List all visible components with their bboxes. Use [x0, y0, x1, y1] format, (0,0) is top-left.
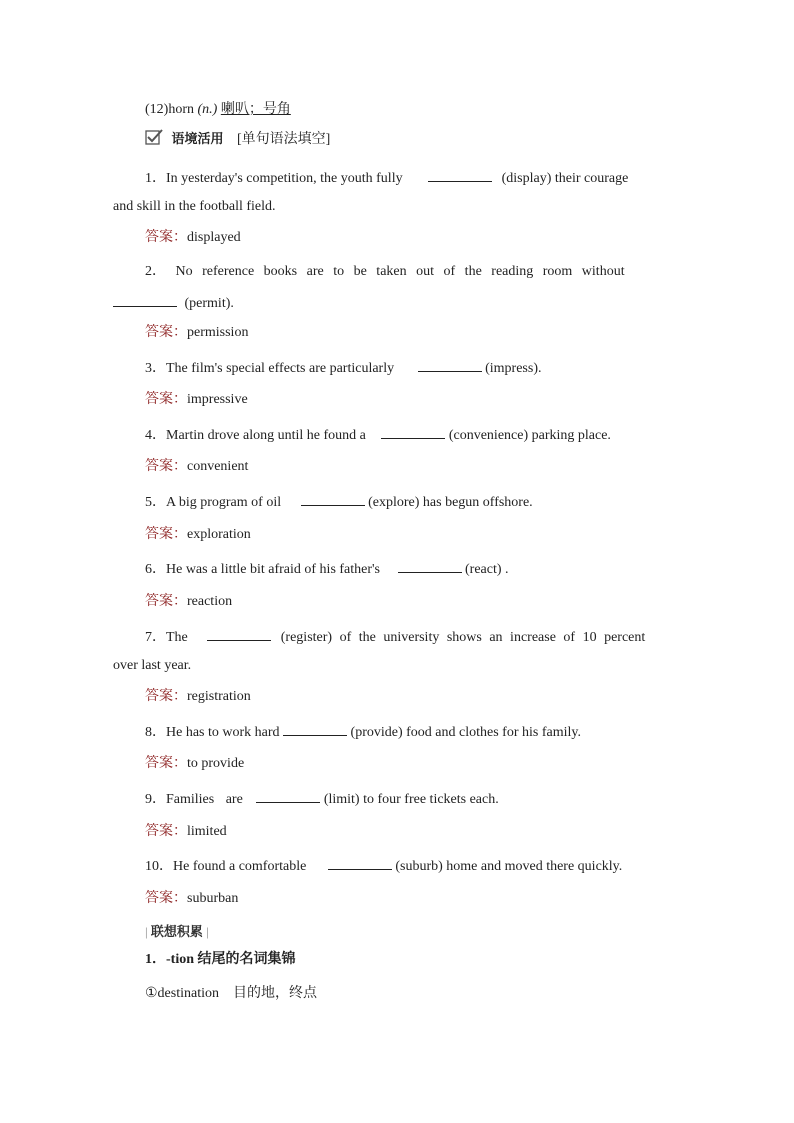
answer-blank [328, 856, 392, 870]
answer-9 [145, 823, 227, 841]
question-text: 8．He has to work hard [145, 725, 280, 740]
answer-label: 答案： [145, 594, 187, 609]
divider-left: | [145, 924, 148, 939]
question-8 [145, 722, 581, 742]
answer-value: permission [187, 325, 249, 340]
question-9 [145, 789, 499, 809]
section-title: 语境活用 [171, 131, 224, 146]
question-1 [145, 168, 628, 188]
question-text: 9．Families are [145, 792, 243, 807]
answer-label: 答案： [145, 527, 187, 542]
question-text: 1．In yesterday's competition, the youth fully [145, 171, 403, 186]
answer-4 [145, 458, 248, 476]
answer-label: 答案： [145, 325, 187, 340]
answer-value: to provide [187, 756, 245, 771]
association-heading [145, 921, 209, 940]
answer-3 [145, 391, 248, 409]
vocab-pos: (n.) [197, 102, 218, 117]
question-hint: (permit). [184, 296, 234, 311]
answer-label: 答案： [145, 459, 187, 474]
checkmark-icon [145, 128, 163, 146]
answer-label: 答案： [145, 756, 187, 771]
answer-1 [145, 229, 241, 247]
question-hint: (limit) to four free tickets each. [323, 792, 499, 807]
answer-10 [145, 890, 238, 908]
question-6 [145, 559, 509, 579]
answer-label: 答案： [145, 689, 187, 704]
answer-label: 答案： [145, 824, 187, 839]
answer-blank [381, 425, 445, 439]
answer-blank [256, 789, 320, 803]
question-3 [145, 358, 542, 378]
answer-value: limited [187, 824, 227, 839]
question-hint: (impress). [485, 361, 542, 376]
answer-blank [398, 559, 462, 573]
answer-2 [145, 324, 248, 342]
answer-value: exploration [187, 527, 251, 542]
question-2: 2． No reference books are to be taken out of the reading room without [145, 264, 625, 279]
answer-value: reaction [187, 594, 233, 609]
answer-blank [301, 492, 365, 506]
question-4 [145, 425, 611, 445]
question-text: 7．The [145, 630, 188, 645]
answer-blank [418, 358, 482, 372]
question-7-continued: over last year. [113, 658, 192, 673]
answer-5 [145, 526, 251, 544]
question-text: 3．The film's special effects are particularly [145, 361, 395, 376]
question-hint: (suburb) home and moved there quickly. [395, 859, 623, 874]
answer-6 [145, 593, 232, 611]
answer-blank [113, 293, 177, 307]
answer-value: impressive [187, 392, 248, 407]
question-text: 10．He found a comfortable [145, 859, 307, 874]
question-hint: (provide) food and clothes for his family. [350, 725, 581, 740]
question-hint: (display) their courage [501, 171, 629, 186]
association-title: 联想积累 [150, 924, 203, 939]
vocab-word: (12)horn [145, 102, 194, 117]
answer-7 [145, 688, 251, 706]
section-subtitle: [单句语法填空] [237, 132, 331, 147]
question-text: 5．A big program of oil [145, 495, 282, 510]
question-hint: (register) of the university shows an increase of 10 percent [280, 630, 646, 645]
section-heading [145, 128, 330, 150]
question-5 [145, 492, 533, 512]
association-entry: ①destination 目的地，终点 [145, 986, 317, 1001]
answer-blank [207, 627, 271, 641]
answer-label: 答案： [145, 392, 187, 407]
question-1-continued: and skill in the football field. [113, 199, 276, 214]
answer-label: 答案： [145, 891, 187, 906]
question-hint: (react) . [465, 562, 509, 577]
answer-value: displayed [187, 230, 241, 245]
question-2-continued [113, 293, 234, 313]
answer-blank [283, 722, 347, 736]
answer-value: suburban [187, 891, 239, 906]
answer-blank [428, 168, 492, 182]
association-item-heading: 1．-tion 结尾的名词集锦 [145, 952, 296, 967]
vocab-meaning: 喇叭；号角 [220, 102, 291, 117]
question-10 [145, 856, 622, 876]
answer-8 [145, 755, 244, 773]
answer-label: 答案： [145, 230, 187, 245]
question-text: 4．Martin drove along until he found a [145, 428, 366, 443]
question-text: 6．He was a little bit afraid of his father's [145, 562, 381, 577]
question-hint: (explore) has begun offshore. [368, 495, 533, 510]
answer-value: convenient [187, 459, 249, 474]
question-7 [145, 627, 645, 647]
answer-value: registration [187, 689, 251, 704]
question-hint: (convenience) parking place. [448, 428, 611, 443]
vocab-entry [145, 101, 291, 119]
divider-right: | [206, 924, 209, 939]
